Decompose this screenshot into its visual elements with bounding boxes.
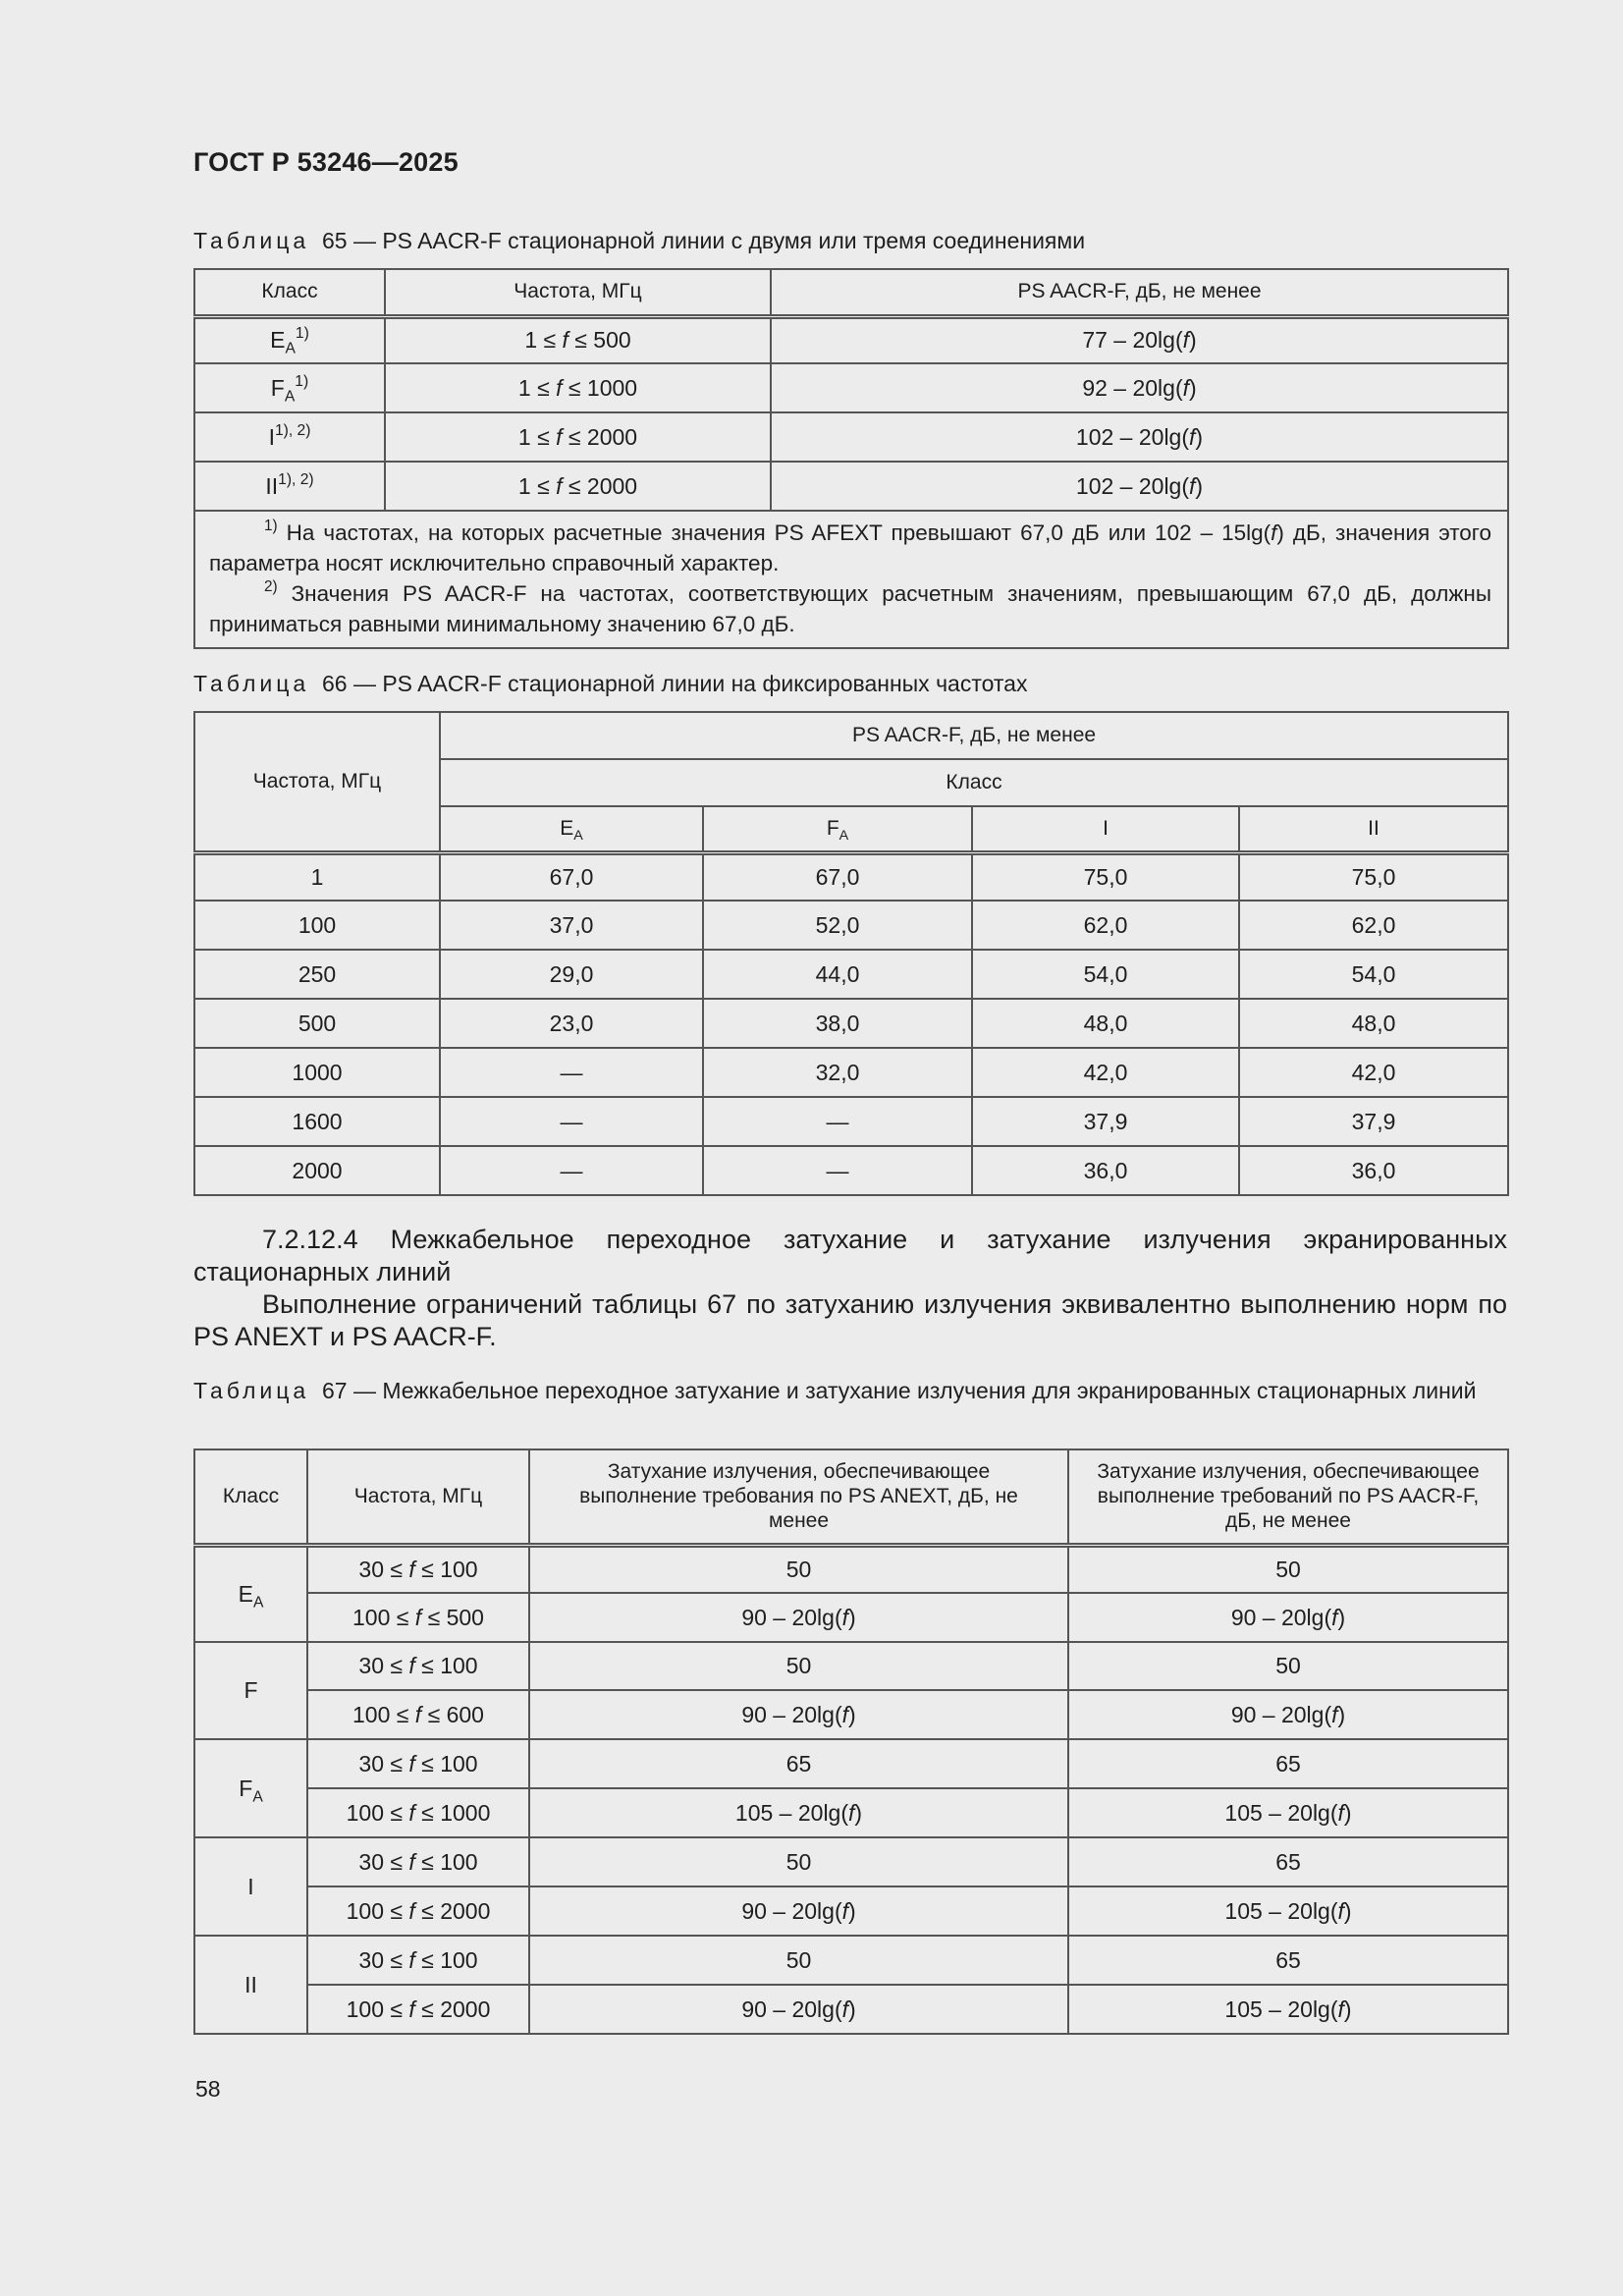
section-paragraph-1: 7.2.12.4 Межкабельное переходное затухание и затухание излучения экранированных стационарных линий xyxy=(193,1225,1507,1286)
table66-caption xyxy=(193,669,1506,699)
table67-caption xyxy=(193,1376,1506,1406)
aacr-cell: 90 – 20lg(f) xyxy=(1068,1690,1508,1739)
frequency-cell: 2000 xyxy=(194,1146,440,1195)
anext-cell: 50 xyxy=(529,1545,1068,1593)
table67-header-freq: Частота, МГц xyxy=(307,1449,529,1545)
anext-cell: 50 xyxy=(529,1642,1068,1690)
table65-caption xyxy=(193,226,1506,256)
table67-caption-prefix: Таблица xyxy=(193,1378,310,1403)
aacr-cell: 65 xyxy=(1068,1936,1508,1985)
anext-cell: 105 – 20lg(f) xyxy=(529,1788,1068,1837)
frequency-cell: 30 ≤ f ≤ 100 xyxy=(307,1936,529,1985)
aacr-cell: 105 – 20lg(f) xyxy=(1068,1788,1508,1837)
section-text xyxy=(193,1224,1507,1353)
table66-caption-prefix: Таблица xyxy=(193,671,310,696)
class-cell: $E_A^{1)}$ xyxy=(194,316,385,363)
value-cell: 75,0 xyxy=(972,852,1239,901)
anext-cell: 90 – 20lg(f) xyxy=(529,1690,1068,1739)
frequency-cell: 100 ≤ f ≤ 1000 xyxy=(307,1788,529,1837)
class-cell: $F_A^{1)}$ xyxy=(194,363,385,412)
value-cell: 102 – 20lg(f) xyxy=(771,412,1508,462)
table-row xyxy=(194,1985,1508,2034)
value-cell: — xyxy=(440,1097,703,1146)
table66-caption-text: 66 — PS AACR-F стационарной линии на фиксированных частотах xyxy=(321,671,1028,696)
frequency-cell: 1 ≤ f ≤ 2000 xyxy=(385,412,771,462)
anext-cell: 50 xyxy=(529,1936,1068,1985)
aacr-cell: 90 – 20lg(f) xyxy=(1068,1593,1508,1642)
anext-cell: 90 – 20lg(f) xyxy=(529,1593,1068,1642)
aacr-cell: 65 xyxy=(1068,1739,1508,1788)
table66-header-freq: Частота, МГц xyxy=(194,712,440,852)
table67 xyxy=(193,1449,1509,2035)
table66-class-ea: $E_A$ xyxy=(440,806,703,852)
value-cell: — xyxy=(440,1048,703,1097)
table-row xyxy=(194,462,1508,511)
class-cell: $I^{1), 2)}$ xyxy=(194,412,385,462)
value-cell: 36,0 xyxy=(1239,1146,1508,1195)
table-row xyxy=(194,950,1508,999)
anext-cell: 50 xyxy=(529,1837,1068,1886)
value-cell: 67,0 xyxy=(703,852,972,901)
class-cell: $F_A$ xyxy=(194,1739,307,1837)
table-row xyxy=(194,1936,1508,1985)
table-row xyxy=(194,412,1508,462)
frequency-cell: 100 ≤ f ≤ 600 xyxy=(307,1690,529,1739)
value-cell: 54,0 xyxy=(1239,950,1508,999)
frequency-cell: 1 xyxy=(194,852,440,901)
table66-class-i: I xyxy=(972,806,1239,852)
frequency-cell: 1 ≤ f ≤ 500 xyxy=(385,316,771,363)
table-row xyxy=(194,1048,1508,1097)
table-row xyxy=(194,1097,1508,1146)
table65-caption-text: 65 — PS AACR-F стационарной линии с двумя или тремя соединениями xyxy=(321,228,1086,253)
value-cell: 52,0 xyxy=(703,901,972,950)
frequency-cell: 1 ≤ f ≤ 1000 xyxy=(385,363,771,412)
table65-caption-prefix: Таблица xyxy=(193,228,310,253)
value-cell: 29,0 xyxy=(440,950,703,999)
table-row xyxy=(194,316,1508,363)
anext-cell: 90 – 20lg(f) xyxy=(529,1985,1068,2034)
value-cell: 75,0 xyxy=(1239,852,1508,901)
page-number: 58 xyxy=(195,2076,221,2102)
table-row xyxy=(194,901,1508,950)
frequency-cell: 30 ≤ f ≤ 100 xyxy=(307,1642,529,1690)
value-cell: 36,0 xyxy=(972,1146,1239,1195)
table67-header-class: Класс xyxy=(194,1449,307,1545)
frequency-cell: 100 ≤ f ≤ 2000 xyxy=(307,1985,529,2034)
value-cell: 42,0 xyxy=(1239,1048,1508,1097)
table66-header-group: PS AACR-F, дБ, не менее xyxy=(440,712,1508,759)
aacr-cell: 105 – 20lg(f) xyxy=(1068,1985,1508,2034)
value-cell: — xyxy=(703,1097,972,1146)
frequency-cell: 100 ≤ f ≤ 500 xyxy=(307,1593,529,1642)
aacr-cell: 65 xyxy=(1068,1837,1508,1886)
value-cell: 92 – 20lg(f) xyxy=(771,363,1508,412)
value-cell: 42,0 xyxy=(972,1048,1239,1097)
anext-cell: 65 xyxy=(529,1739,1068,1788)
table-row xyxy=(194,999,1508,1048)
table-row xyxy=(194,1545,1508,1593)
value-cell: 37,9 xyxy=(1239,1097,1508,1146)
value-cell: 77 – 20lg(f) xyxy=(771,316,1508,363)
value-cell: — xyxy=(440,1146,703,1195)
frequency-cell: 1600 xyxy=(194,1097,440,1146)
table66-class-fa: $F_A$ xyxy=(703,806,972,852)
table67-caption-text: 67 — Межкабельное переходное затухание и затухание излучения для экранированных стационарных линий xyxy=(321,1378,1477,1403)
frequency-cell: 30 ≤ f ≤ 100 xyxy=(307,1739,529,1788)
value-cell: 48,0 xyxy=(1239,999,1508,1048)
anext-cell: 90 – 20lg(f) xyxy=(529,1886,1068,1936)
table-row xyxy=(194,852,1508,901)
frequency-cell: 100 xyxy=(194,901,440,950)
aacr-cell: 50 xyxy=(1068,1642,1508,1690)
table-notes-row xyxy=(194,511,1508,648)
table65-note-2: $^{2)}$ Значения PS AACR-F на частотах, соответствующих расчетным значениям, превышающим 67,0 дБ, должны приниматься равными минимальному значению 67,0 дБ. xyxy=(209,578,1491,636)
value-cell: 48,0 xyxy=(972,999,1239,1048)
frequency-cell: 1 ≤ f ≤ 2000 xyxy=(385,462,771,511)
frequency-cell: 1000 xyxy=(194,1048,440,1097)
value-cell: 44,0 xyxy=(703,950,972,999)
frequency-cell: 100 ≤ f ≤ 2000 xyxy=(307,1886,529,1936)
section-paragraph-2: Выполнение ограничений таблицы 67 по затуханию излучения эквивалентно выполнению норм по PS ANEXT и PS AACR-F. xyxy=(193,1289,1507,1351)
aacr-cell: 50 xyxy=(1068,1545,1508,1593)
table-row xyxy=(194,1788,1508,1837)
value-cell: 23,0 xyxy=(440,999,703,1048)
frequency-cell: 30 ≤ f ≤ 100 xyxy=(307,1545,529,1593)
value-cell: 37,9 xyxy=(972,1097,1239,1146)
table67-header-aacr: Затухание излучения, обеспечивающее выполнение требований по PS AACR-F, дБ, не менее xyxy=(1068,1449,1508,1545)
value-cell: — xyxy=(703,1146,972,1195)
table65-notes xyxy=(194,511,1508,648)
class-cell: $II^{1), 2)}$ xyxy=(194,462,385,511)
table-row xyxy=(194,1593,1508,1642)
table65-header-value: PS AACR-F, дБ, не менее xyxy=(771,269,1508,316)
class-cell: $E_A$ xyxy=(194,1545,307,1642)
table65 xyxy=(193,268,1509,649)
class-cell: II xyxy=(194,1936,307,2034)
value-cell: 102 – 20lg(f) xyxy=(771,462,1508,511)
table-row xyxy=(194,363,1508,412)
value-cell: 37,0 xyxy=(440,901,703,950)
class-cell: I xyxy=(194,1837,307,1936)
table-row xyxy=(194,1690,1508,1739)
value-cell: 54,0 xyxy=(972,950,1239,999)
table66 xyxy=(193,711,1509,1196)
table-row xyxy=(194,1886,1508,1936)
frequency-cell: 500 xyxy=(194,999,440,1048)
aacr-cell: 105 – 20lg(f) xyxy=(1068,1886,1508,1936)
table65-header-freq: Частота, МГц xyxy=(385,269,771,316)
table-row xyxy=(194,1642,1508,1690)
table65-note-1: $^{1)}$ На частотах, на которых расчетные значения PS AFEXT превышают 67,0 дБ или 102 – 15lg(f) дБ, значения этого параметра носят исключительно справочный характер. xyxy=(209,518,1491,575)
class-cell: F xyxy=(194,1642,307,1739)
table-row xyxy=(194,1146,1508,1195)
value-cell: 38,0 xyxy=(703,999,972,1048)
value-cell: 62,0 xyxy=(972,901,1239,950)
frequency-cell: 30 ≤ f ≤ 100 xyxy=(307,1837,529,1886)
table65-header-class: Класс xyxy=(194,269,385,316)
table66-class-ii: II xyxy=(1239,806,1508,852)
value-cell: 32,0 xyxy=(703,1048,972,1097)
table66-header-class: Класс xyxy=(440,759,1508,806)
document-header: ГОСТ Р 53246—2025 xyxy=(193,147,459,177)
value-cell: 67,0 xyxy=(440,852,703,901)
table67-header-anext: Затухание излучения, обеспечивающее выполнение требования по PS ANEXT, дБ, не менее xyxy=(529,1449,1068,1545)
frequency-cell: 250 xyxy=(194,950,440,999)
table-row xyxy=(194,1739,1508,1788)
table-row xyxy=(194,1837,1508,1886)
value-cell: 62,0 xyxy=(1239,901,1508,950)
